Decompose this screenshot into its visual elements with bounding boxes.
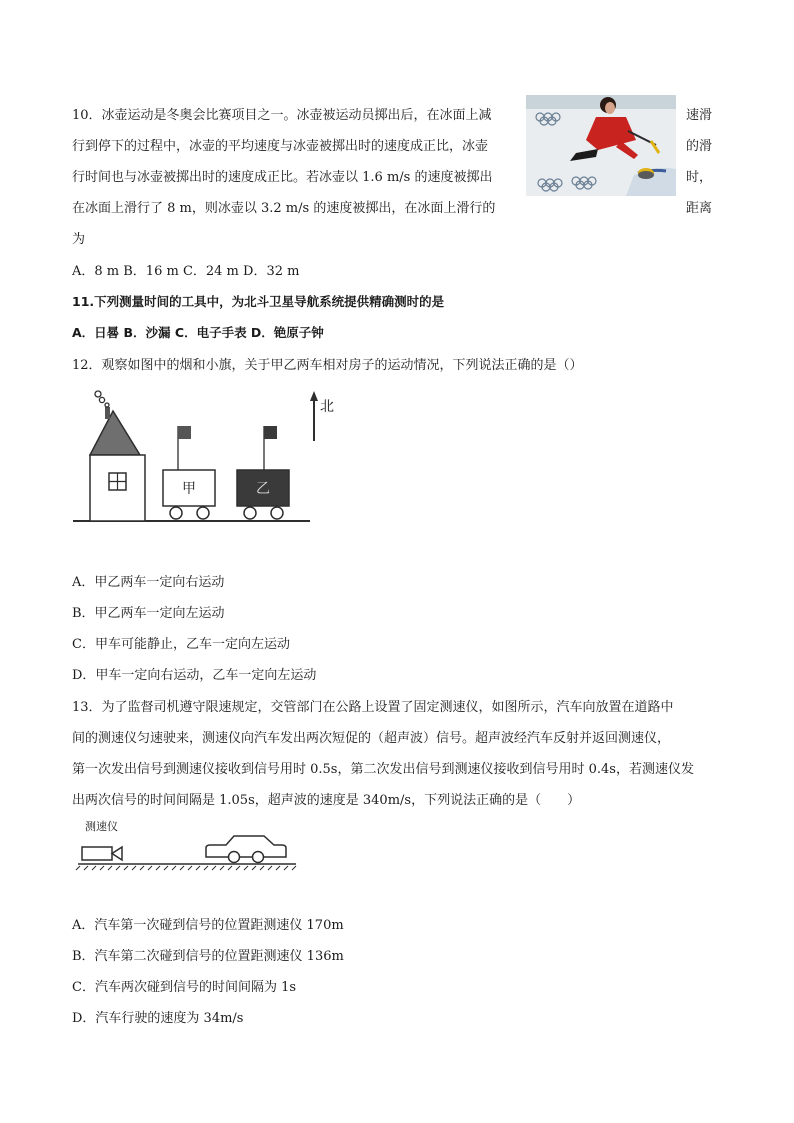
q13-figure bbox=[76, 832, 298, 872]
speed-meter-icon bbox=[82, 847, 122, 860]
car2-label: 乙 bbox=[256, 481, 270, 497]
q12-option-d: D．甲车一定向右运动，乙车一定向左运动 bbox=[72, 668, 317, 683]
q13-figure-label: 测速仪 bbox=[85, 820, 118, 833]
q13-line-4: 出两次信号的时间间隔是 1.05s，超声波的速度是 340m/s，下列说法正确的是（ ） bbox=[72, 793, 581, 808]
q10-right-1: 速滑 bbox=[686, 108, 713, 123]
car-yi bbox=[237, 426, 289, 519]
flag-yi bbox=[264, 426, 277, 439]
q10-right-3: 时， bbox=[686, 170, 713, 185]
q10-line-1: 10．冰壶运动是冬奥会比赛项目之一。冰壶被运动员掷出后，在冰面上减 bbox=[72, 108, 492, 123]
car-icon bbox=[206, 836, 286, 863]
q12-option-c: C．甲车可能静止，乙车一定向左运动 bbox=[72, 637, 290, 652]
flag-jia bbox=[178, 426, 191, 439]
q12-figure bbox=[70, 385, 334, 525]
q13-option-d: D．汽车行驶的速度为 34m/s bbox=[72, 1011, 244, 1026]
q13-option-a: A．汽车第一次碰到信号的位置距测速仪 170m bbox=[72, 918, 344, 933]
q13-line-3: 第一次发出信号到测速仪接收到信号用时 0.5s，第二次发出信号到测速仪接收到信号用时 0.4s，若测速仪发 bbox=[72, 762, 694, 777]
q10-line-3: 行时间也与冰壶被掷出时的速度成正比。若冰壶以 1.6 m/s 的速度被掷出 bbox=[72, 170, 493, 185]
q10-line-4: 在冰面上滑行了 8 m，则冰壶以 3.2 m/s 的速度被掷出，在冰面上滑行的 bbox=[72, 201, 496, 216]
q13-line-2: 间的测速仪匀速驶来，测速仪向汽车发出两次短促的（超声波）信号。超声波经汽车反射并返回测速仪， bbox=[72, 731, 671, 746]
house-icon bbox=[90, 407, 145, 521]
q12-option-a: A．甲乙两车一定向右运动 bbox=[72, 575, 225, 590]
north-label: 北 bbox=[320, 399, 334, 415]
q10-right-4: 距离 bbox=[686, 201, 713, 216]
q12-option-b: B．甲乙两车一定向左运动 bbox=[72, 606, 225, 621]
north-arrow-icon bbox=[310, 391, 318, 441]
curling-photo bbox=[526, 95, 676, 196]
q10-line-5: 为 bbox=[72, 232, 86, 247]
q12-stem: 12．观察如图中的烟和小旗，关于甲乙两车相对房子的运动情况，下列说法正确的是（） bbox=[72, 358, 583, 373]
q10-right-2: 的滑 bbox=[686, 139, 713, 154]
car-jia bbox=[163, 426, 215, 519]
car1-label: 甲 bbox=[182, 481, 196, 497]
q10-line-2: 行到停下的过程中，冰壶的平均速度与冰壶被掷出时的速度成正比，冰壶 bbox=[72, 139, 489, 154]
q11-stem: 11.下列测量时间的工具中，为北斗卫星导航系统提供精确测时的是 bbox=[72, 294, 445, 309]
q13-option-c: C．汽车两次碰到信号的时间间隔为 1s bbox=[72, 980, 297, 995]
q13-option-b: B．汽车第二次碰到信号的位置距测速仪 136m bbox=[72, 949, 344, 964]
q10-options: A．8 m B．16 m C．24 m D．32 m bbox=[72, 264, 300, 279]
q13-line-1: 13．为了监督司机遵守限速规定，交管部门在公路上设置了固定测速仪，如图所示，汽车向放置在道路中 bbox=[72, 700, 674, 715]
smoke-icon bbox=[95, 391, 109, 407]
q11-options: A．日晷 B．沙漏 C．电子手表 D．铯原子钟 bbox=[72, 325, 324, 340]
